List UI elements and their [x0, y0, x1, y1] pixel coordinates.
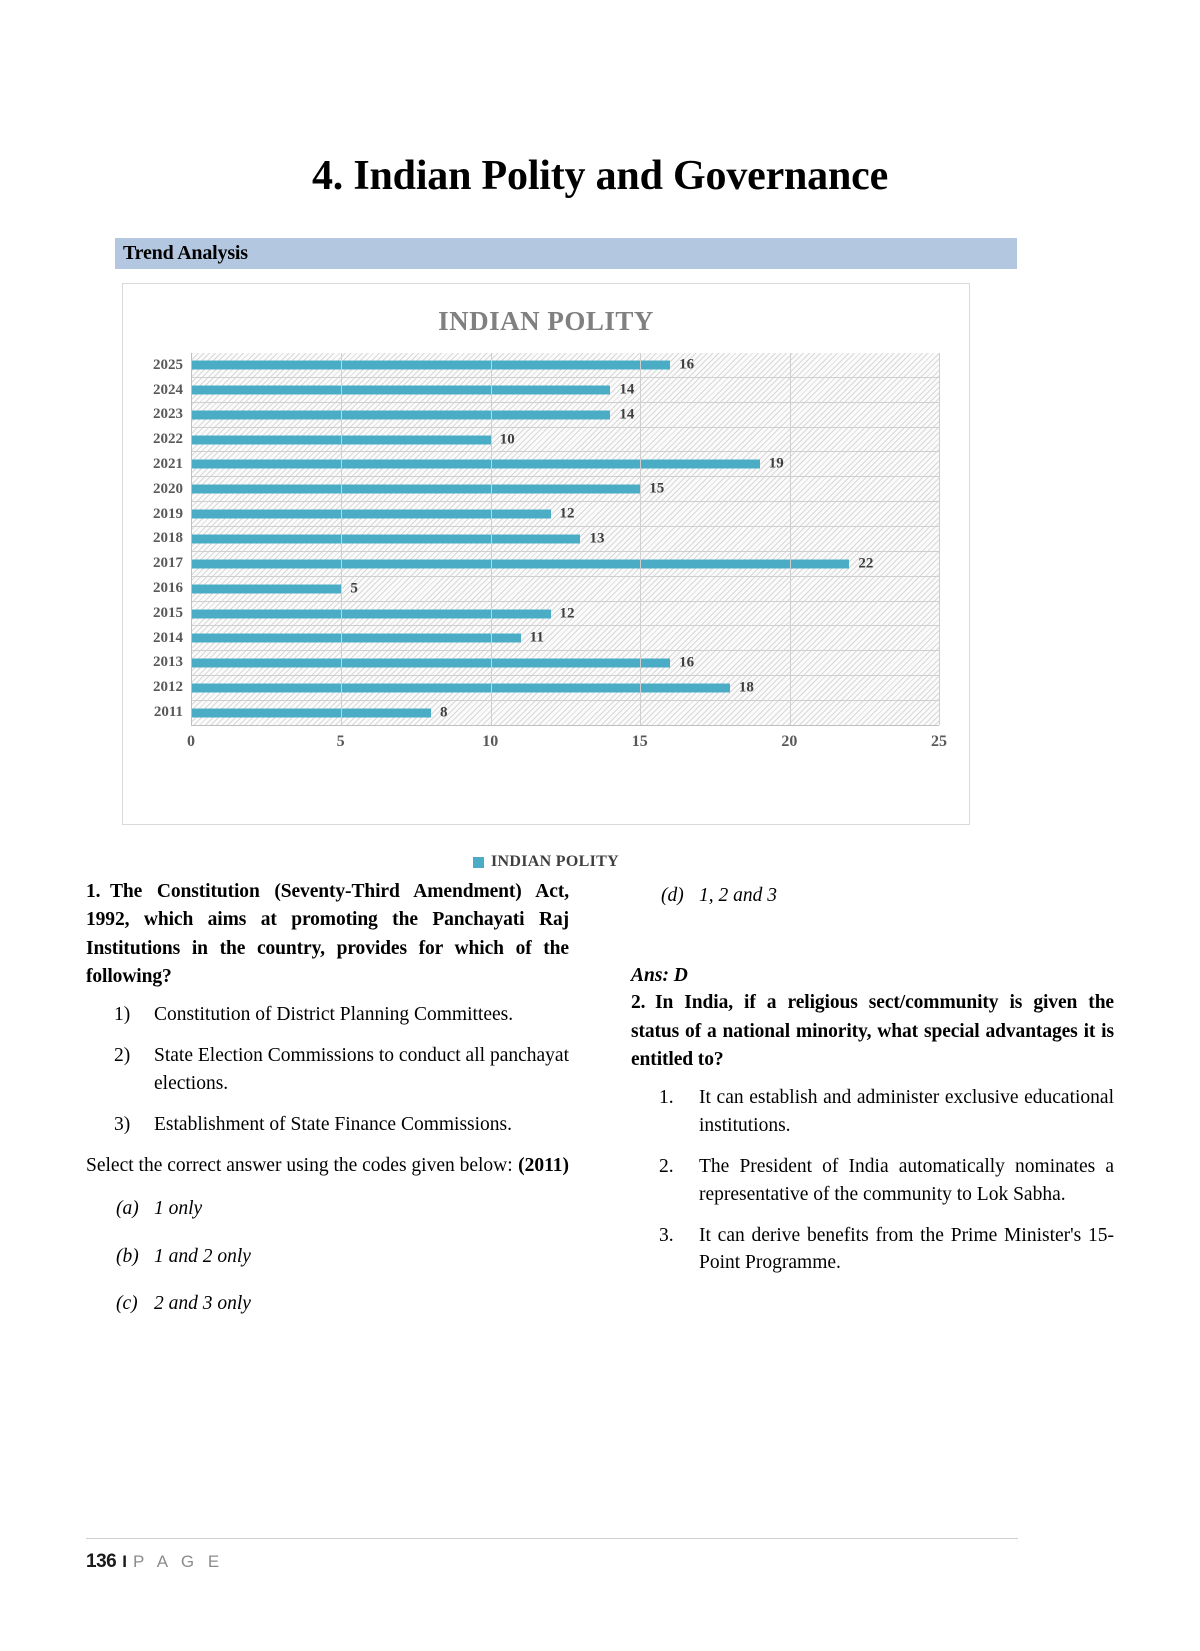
chart-bar[interactable]: [192, 385, 610, 394]
chart-x-tick-label: 5: [336, 733, 345, 750]
chart-category-label: 2022: [153, 431, 183, 448]
chart-bar-value-label: 11: [529, 629, 544, 646]
option-a-text: 1 only: [154, 1198, 203, 1220]
chart-bar-value-label: 12: [559, 505, 575, 522]
list-item: [659, 1084, 1114, 1140]
chart-gridline: [341, 353, 342, 725]
list-item-text: It can establish and administer exclusive educational institutions.: [699, 1087, 1114, 1136]
list-item-marker: 2): [114, 1044, 131, 1066]
chart-bar[interactable]: [192, 708, 431, 717]
chart-bar-value-label: 15: [649, 480, 665, 497]
legend-label: INDIAN POLITY: [491, 853, 619, 870]
footer-separator: I: [122, 1552, 127, 1571]
list-item: [114, 1042, 569, 1098]
chart-bar-row: [192, 701, 939, 725]
question-1-answer: Ans: D: [631, 965, 688, 987]
chart-category-label: 2025: [153, 356, 183, 373]
chart-bar[interactable]: [192, 684, 730, 693]
chart-bar-row: [192, 353, 939, 378]
question-1-select-line: [86, 1152, 569, 1180]
chart-category-label: 2012: [153, 679, 183, 696]
list-item-marker: 1): [114, 1004, 131, 1026]
chart-bar-row: [192, 527, 939, 552]
chart-x-tick-label: 25: [931, 733, 947, 750]
chart-bar-value-label: 8: [440, 704, 448, 721]
question-1-stem: [86, 878, 569, 991]
chart-container: [122, 283, 970, 870]
chart-bar-row: [192, 378, 939, 403]
left-column: [86, 878, 569, 1337]
option-d-marker: (d): [661, 885, 684, 906]
question-1-year: (2011): [518, 1154, 569, 1176]
chart-bar-value-label: 22: [858, 555, 874, 572]
option-b-text: 1 and 2 only: [154, 1245, 251, 1267]
chart-bar[interactable]: [192, 559, 849, 568]
right-column: [631, 878, 1114, 1337]
question-1-stem-text: The Constitution (Seventy-Third Amendment) Act, 1992, which aims at promoting the Panchayati Raj Institutions in the country, provides for which of the following?: [86, 881, 569, 987]
chart-category-label: 2018: [153, 530, 183, 547]
list-item-text: State Election Commissions to conduct all panchayat elections.: [154, 1044, 569, 1094]
chart-x-tick-label: 0: [187, 733, 195, 750]
chart-category-label: 2014: [153, 629, 183, 646]
chart-category-label: 2017: [153, 555, 183, 572]
chart-bar[interactable]: [192, 410, 610, 419]
option-a-marker: (a): [116, 1198, 139, 1220]
page-footer: [86, 1551, 224, 1573]
trend-analysis-band: [115, 238, 1017, 269]
chart-gridline: [939, 353, 940, 725]
chart-bar-value-label: 13: [589, 530, 605, 547]
chart-category-label: 2013: [153, 654, 183, 671]
chart-bar[interactable]: [192, 609, 551, 618]
option-b-marker: (b): [116, 1245, 139, 1267]
trend-analysis-label: Trend Analysis: [123, 242, 248, 264]
chart-category-label: 2020: [153, 480, 183, 497]
chart-x-tick-label: 10: [482, 733, 499, 750]
question-1-options-continued: [631, 882, 1114, 909]
chart-category-label: 2021: [153, 456, 183, 473]
chart-plot-area: [123, 353, 969, 870]
list-item-text: The President of India automatically nominates a representative of the community to Lok Sabha.: [699, 1155, 1114, 1205]
chart-bar[interactable]: [192, 634, 521, 643]
list-item: [114, 1001, 569, 1029]
option-c[interactable]: [116, 1290, 569, 1317]
list-item: [114, 1111, 569, 1139]
chart-gridline: [790, 353, 791, 725]
list-item-text: It can derive benefits from the Prime Minister's 15-Point Programme.: [699, 1224, 1114, 1274]
x-axis-line: [191, 725, 939, 726]
option-c-marker: (c): [116, 1293, 138, 1315]
chart-bar-value-label: 19: [768, 455, 784, 472]
chart-x-tick-label: 15: [631, 733, 648, 750]
question-1-items: [86, 1001, 569, 1139]
list-item-marker: 3): [114, 1113, 131, 1135]
question-2-stem-text: In India, if a religious sect/community is given the status of a national minority, what special advantages it is entitled to?: [631, 992, 1114, 1070]
question-1-number: 1.: [86, 881, 101, 902]
chart-bar-row: [192, 602, 939, 627]
list-item: [659, 1222, 1114, 1278]
chart-bar-value-label: 16: [679, 356, 695, 373]
chart-x-tick-label: 20: [781, 733, 798, 750]
option-c-text: 2 and 3 only: [154, 1293, 251, 1315]
chart-gridline: [640, 353, 641, 725]
chart-bar-value-label: 10: [499, 431, 515, 447]
chart-bar[interactable]: [192, 485, 640, 494]
chart-bar-value-label: 18: [738, 679, 754, 696]
footer-page-number: 136: [86, 1551, 117, 1572]
chart-bar[interactable]: [192, 534, 580, 543]
question-2-stem: [631, 989, 1114, 1074]
list-item-marker: 1.: [659, 1087, 674, 1109]
chart-bar-row: [192, 477, 939, 502]
chart-bar-row: [192, 428, 939, 453]
chart-bar[interactable]: [192, 460, 760, 469]
question-2-number: 2.: [631, 992, 646, 1014]
chart-bar[interactable]: [192, 360, 670, 369]
chart-title: INDIAN POLITY: [438, 306, 654, 336]
chart-bar-value-label: 14: [619, 406, 635, 423]
list-item-marker: 3.: [659, 1224, 674, 1246]
list-item: [659, 1153, 1114, 1209]
chart-bar-row: [192, 403, 939, 428]
question-columns: [86, 878, 1114, 1337]
chart-category-label: 2019: [153, 505, 183, 522]
chart-category-label: 2016: [153, 580, 183, 597]
footer-page-word: P A G E: [132, 1552, 224, 1571]
chart-bar-value-label: 12: [559, 605, 575, 622]
chart-bar-row: [192, 502, 939, 527]
chart-bar-row: [192, 651, 939, 676]
option-d-text: 1, 2 and 3: [699, 885, 777, 906]
list-item-marker: 2.: [659, 1155, 674, 1177]
list-item-text: Establishment of State Finance Commissions.: [154, 1113, 513, 1135]
question-2-items: [631, 1084, 1114, 1277]
option-a[interactable]: [116, 1195, 569, 1222]
chart-bar-value-label: 16: [679, 654, 695, 671]
chart-category-label: 2024: [153, 381, 183, 398]
chart-bar-value-label: 5: [350, 580, 358, 597]
footer-divider: [86, 1538, 1018, 1539]
chart-bar-row: [192, 552, 939, 577]
chart-value-axis: [187, 725, 947, 755]
chart-bar[interactable]: [192, 510, 551, 519]
chart-bar-row: [192, 676, 939, 701]
chart-legend: [123, 853, 969, 871]
chart-bar[interactable]: [192, 659, 670, 668]
chart-category-axis: [123, 353, 191, 725]
chart-bar-row: [192, 626, 939, 651]
chart-bar-value-label: 14: [619, 381, 635, 398]
list-item-text: Constitution of District Planning Committees.: [154, 1004, 514, 1026]
chart-category-label: 2011: [153, 704, 183, 721]
page-title: 4. Indian Polity and Governance: [311, 153, 889, 199]
chart-gridline: [491, 353, 492, 725]
chart-category-label: 2023: [153, 406, 183, 423]
chart-bar-row: [192, 577, 939, 602]
chart-canvas: [191, 353, 939, 725]
option-d[interactable]: [661, 882, 1114, 909]
chart-bar-row: [192, 452, 939, 477]
chart-bar[interactable]: [192, 584, 341, 593]
option-b[interactable]: [116, 1243, 569, 1270]
question-1-select-text: Select the correct answer using the codes given below:: [86, 1154, 513, 1176]
question-1-options: [86, 1195, 569, 1317]
chart-category-label: 2015: [153, 604, 183, 621]
legend-swatch-icon: [473, 857, 484, 868]
